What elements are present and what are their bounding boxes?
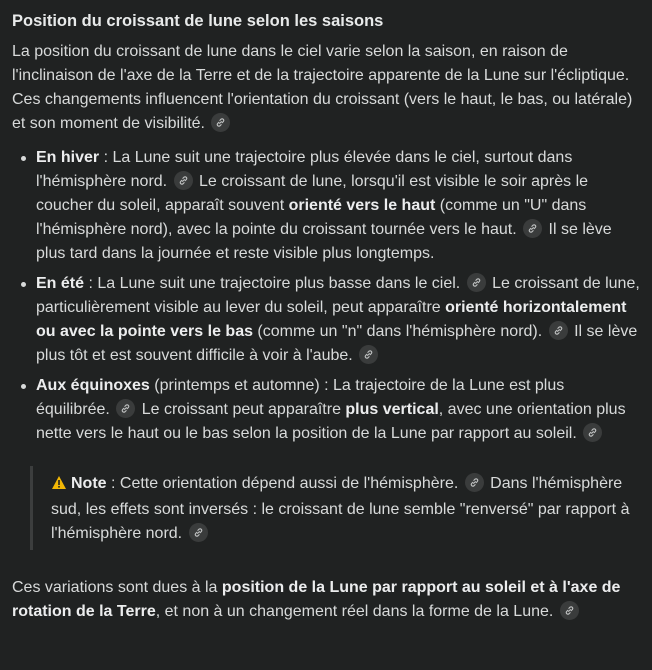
conclusion-paragraph: Ces variations sont dues à la position de la Lune par rapport au soleil et à l'axe de rotation de la Terre, et non à un changement réel dans la forme de la Lune. bbox=[12, 579, 621, 620]
list-item-equinox: Aux équinoxes (printemps et automne) : La trajectoire de la Lune est plus équilibrée. Le croissant peut apparaître plus vertical, avec une orientation plus nette vers le haut ou le bas selon la position de la Lune par rapport au soleil. bbox=[36, 374, 640, 446]
link-icon[interactable] bbox=[189, 523, 208, 542]
warning-icon bbox=[51, 474, 67, 498]
link-icon[interactable] bbox=[211, 113, 230, 132]
note-label: Note bbox=[71, 475, 107, 492]
intro-paragraph: La position du croissant de lune dans le ciel varie selon la saison, en raison de l'inclinaison de l'axe de la Terre et de la trajectoire apparente de la Lune sur l'écliptique. Ces changements influencent l'orientation du croissant (vers le haut, le bas, ou latérale) et son moment de visibilité. bbox=[12, 43, 633, 132]
link-icon[interactable] bbox=[359, 345, 378, 364]
note-blockquote: Note : Cette orientation dépend aussi de l'hémisphère. Dans l'hémisphère sud, les effets sont inversés : le croissant de lune semble "renversé" par rapport à l'hémisphère nord. bbox=[30, 466, 640, 550]
link-icon[interactable] bbox=[116, 399, 135, 418]
link-icon[interactable] bbox=[583, 423, 602, 442]
link-icon[interactable] bbox=[549, 321, 568, 340]
section-heading: Position du croissant de lune selon les saisons bbox=[12, 12, 384, 30]
link-icon[interactable] bbox=[467, 273, 486, 292]
season-list bbox=[12, 146, 640, 446]
link-icon[interactable] bbox=[174, 171, 193, 190]
list-item-summer: En été : La Lune suit une trajectoire plus basse dans le ciel. Le croissant de lune, particulièrement visible au lever du soleil, peut apparaître orienté horizontalement ou avec la pointe vers le bas (comme un "n" dans l'hémisphère nord). Il se lève plus tôt et est souvent difficile à voir à l'aube. bbox=[36, 272, 640, 368]
list-item-winter: En hiver : La Lune suit une trajectoire plus élevée dans le ciel, surtout dans l'hémisphère nord. Le croissant de lune, lorsqu'il est visible le soir après le coucher du soleil, apparaît souvent orienté vers le haut (comme un "U" dans l'hémisphère nord), avec la pointe du croissant tournée vers le haut. Il se lève plus tard dans la journée et reste visible plus longtemps. bbox=[36, 146, 640, 266]
link-icon[interactable] bbox=[560, 601, 579, 620]
link-icon[interactable] bbox=[523, 219, 542, 238]
link-icon[interactable] bbox=[465, 473, 484, 492]
